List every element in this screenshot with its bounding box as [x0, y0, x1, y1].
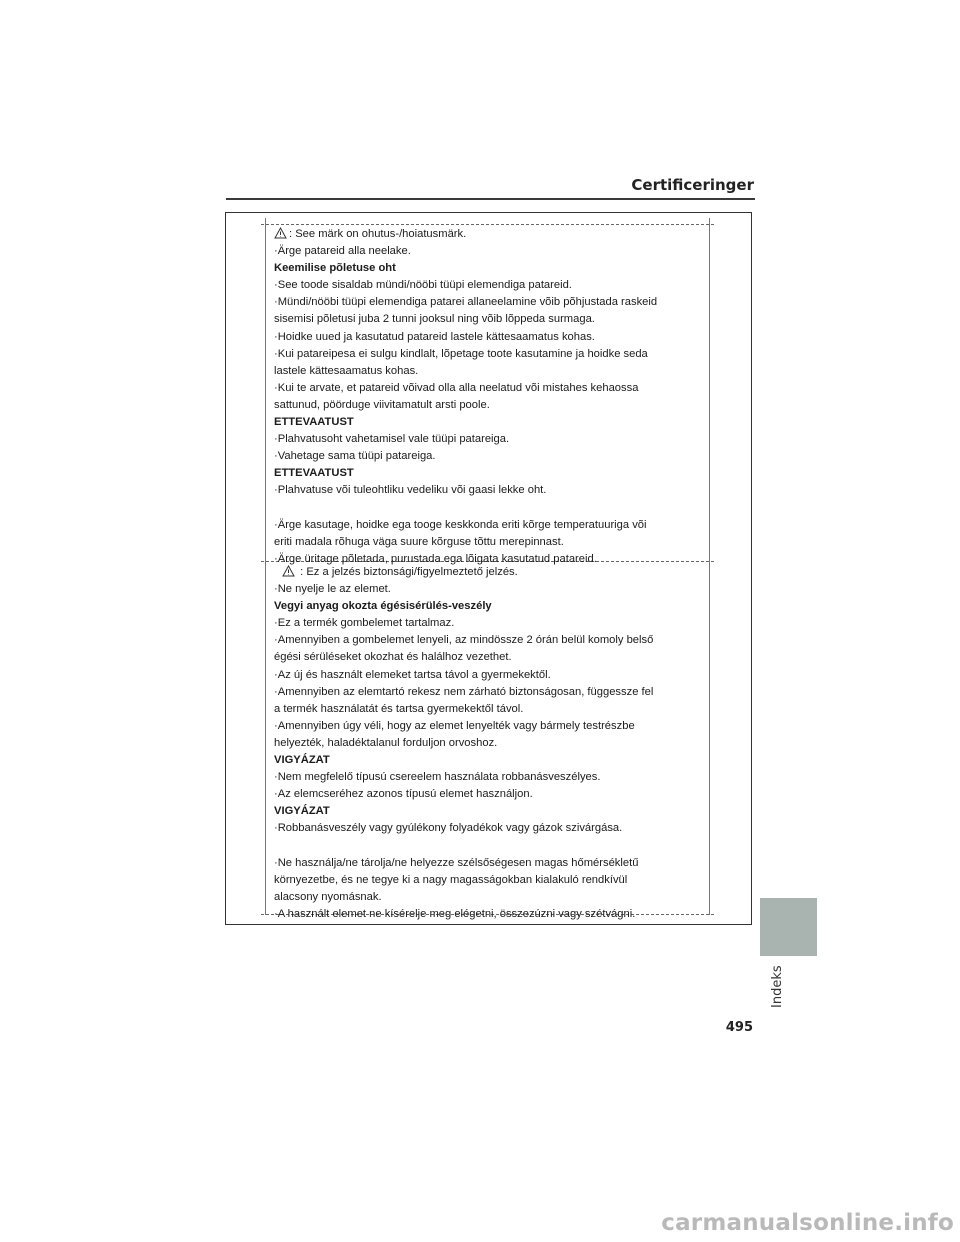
line-text: : Ez a jelzés biztonsági/figyelmeztető jelzés.: [297, 566, 518, 578]
line-text: a termék használatát és tartsa gyermekektől távol.: [274, 702, 524, 715]
section-heading: [274, 414, 704, 431]
line-text: ·See toode sisaldab mündi/nööbi tüüpi elemendiga patareid.: [274, 279, 572, 292]
line-text: sattunud, pöörduge viivitamatult arsti poole.: [274, 398, 490, 411]
header-divider: [226, 198, 755, 200]
section-heading: [274, 465, 704, 482]
line-text: ·Amennyiben úgy véli, hogy az elemet lenyelték vagy bármely testrészbe: [274, 719, 635, 732]
line-text: lastele kättesaamatus kohas.: [274, 364, 419, 377]
text-line: [274, 482, 704, 499]
text-line: [274, 581, 704, 598]
warning-triangle-icon: [282, 565, 295, 577]
text-line: [274, 632, 704, 649]
line-text: ·Kui patareipesa ei sulgu kindlalt, lõpetage toote kasutamine ja hoidke seda: [274, 347, 648, 360]
text-line: [274, 769, 704, 786]
text-line: [274, 243, 704, 260]
text-line: [274, 534, 704, 551]
text-line: [274, 872, 704, 889]
text-line: [274, 311, 704, 328]
hungarian-warning-text: [274, 564, 704, 923]
line-text: égési sérüléseket okozhat és halálhoz vezethet.: [274, 651, 512, 664]
line-text: ·Nem megfelelő típusú csereelem használata robbanásveszélyes.: [274, 771, 601, 784]
line-text: ·Ez a termék gombelemet tartalmaz.: [274, 617, 455, 630]
text-line: [274, 838, 704, 855]
line-text: helyezték, haladéktalanul forduljon orvoshoz.: [274, 736, 498, 749]
text-line: [274, 397, 704, 414]
warning-triangle-icon: [274, 227, 287, 239]
line-text: ·Az új és használt elemeket tartsa távol a gyermekektől.: [274, 668, 551, 681]
line-text: ·Robbanásveszély vagy gyúlékony folyadékok vagy gázok szivárgása.: [274, 822, 623, 835]
line-text: sisemisi põletusi juba 2 tunni jooksul ning võib lõppeda surmaga.: [274, 313, 595, 326]
index-tab[interactable]: [760, 898, 817, 956]
line-text: Vegyi anyag okozta égésisérülés-veszély: [274, 600, 492, 613]
line-text: ·Ärge kasutage, hoidke ega tooge keskkonda eriti kõrge temperatuuriga või: [274, 518, 647, 531]
line-text: eriti madala rõhuga väga suure kõrguse tõttu merepinnast.: [274, 535, 564, 548]
text-line: [274, 564, 704, 581]
text-line: [274, 615, 704, 632]
text-line: [274, 431, 704, 448]
line-text: : See märk on ohutus-/hoiatusmärk.: [289, 228, 467, 240]
text-line: [274, 346, 704, 363]
text-line: [274, 701, 704, 718]
estonian-warning-text: [274, 226, 704, 568]
text-line: [274, 820, 704, 837]
line-text: ·A használt elemet ne kísérelje meg elégetni, összezúzni vagy szétvágni.: [274, 907, 636, 920]
page-number: 495: [725, 1020, 753, 1035]
text-line: [274, 684, 704, 701]
line-text: ·Ne nyelje le az elemet.: [274, 583, 391, 596]
section-heading: [274, 598, 704, 615]
line-text: Keemilise põletuse oht: [274, 262, 396, 275]
line-text: környezetbe, és ne tegye ki a nagy magasságokban kialakuló rendkívül: [274, 873, 628, 886]
text-line: [274, 380, 704, 397]
text-line: [274, 735, 704, 752]
scanned-label: [265, 218, 710, 920]
section-heading: [274, 260, 704, 277]
line-text: ·Hoidke uued ja kasutatud patareid lastele kättesaamatus kohas.: [274, 330, 595, 343]
line-text: ·Az elemcseréhez azonos típusú elemet használjon.: [274, 788, 533, 801]
text-line: [274, 667, 704, 684]
line-text: ·Ärge patareid alla neelake.: [274, 245, 411, 258]
line-text: ·Ärge üritage põletada, purustada ega lõigata kasutatud patareid.: [274, 552, 597, 565]
text-line: [274, 500, 704, 517]
text-line: [274, 277, 704, 294]
text-line: [274, 329, 704, 346]
line-text: ·Mündi/nööbi tüüpi elemendiga patarei allaneelamine võib põhjustada raskeid: [274, 296, 658, 309]
line-text: ·Kui te arvate, et patareid võivad olla alla neelatud või mistahes kehaossa: [274, 381, 639, 394]
text-line: [274, 226, 704, 243]
text-line: [274, 855, 704, 872]
line-text: VIGYÁZAT: [274, 805, 330, 818]
line-text: ·Plahvatuse või tuleohtliku vedeliku või gaasi lekke oht.: [274, 484, 547, 497]
text-line: [274, 786, 704, 803]
line-text: alacsony nyomásnak.: [274, 890, 382, 903]
line-text: ETTEVAATUST: [274, 467, 354, 480]
line-text: ·Plahvatusoht vahetamisel vale tüüpi patareiga.: [274, 433, 510, 446]
text-line: [274, 889, 704, 906]
text-line: [274, 517, 704, 534]
index-label[interactable]: Indeks: [770, 965, 785, 1008]
text-line: [274, 363, 704, 380]
line-text: VIGYÁZAT: [274, 754, 330, 767]
text-line: [274, 294, 704, 311]
line-text: ·Ne használja/ne tárolja/ne helyezze szélsőségesen magas hőmérsékletű: [274, 856, 639, 869]
section-heading: [274, 803, 704, 820]
text-line: [274, 906, 704, 923]
text-line: [274, 718, 704, 735]
line-text: ETTEVAATUST: [274, 416, 354, 429]
watermark: carmanualsonline.info: [661, 1210, 954, 1236]
section-heading: [274, 752, 704, 769]
line-text: ·Amennyiben a gombelemet lenyeli, az mindössze 2 órán belül komoly belső: [274, 634, 654, 647]
line-text: ·Vahetage sama tüüpi patareiga.: [274, 450, 436, 463]
text-line: [274, 448, 704, 465]
text-line: [274, 649, 704, 666]
line-text: ·Amennyiben az elemtartó rekesz nem zárható biztonságosan, függessze fel: [274, 685, 654, 698]
section-title: Certificeringer: [631, 176, 754, 194]
